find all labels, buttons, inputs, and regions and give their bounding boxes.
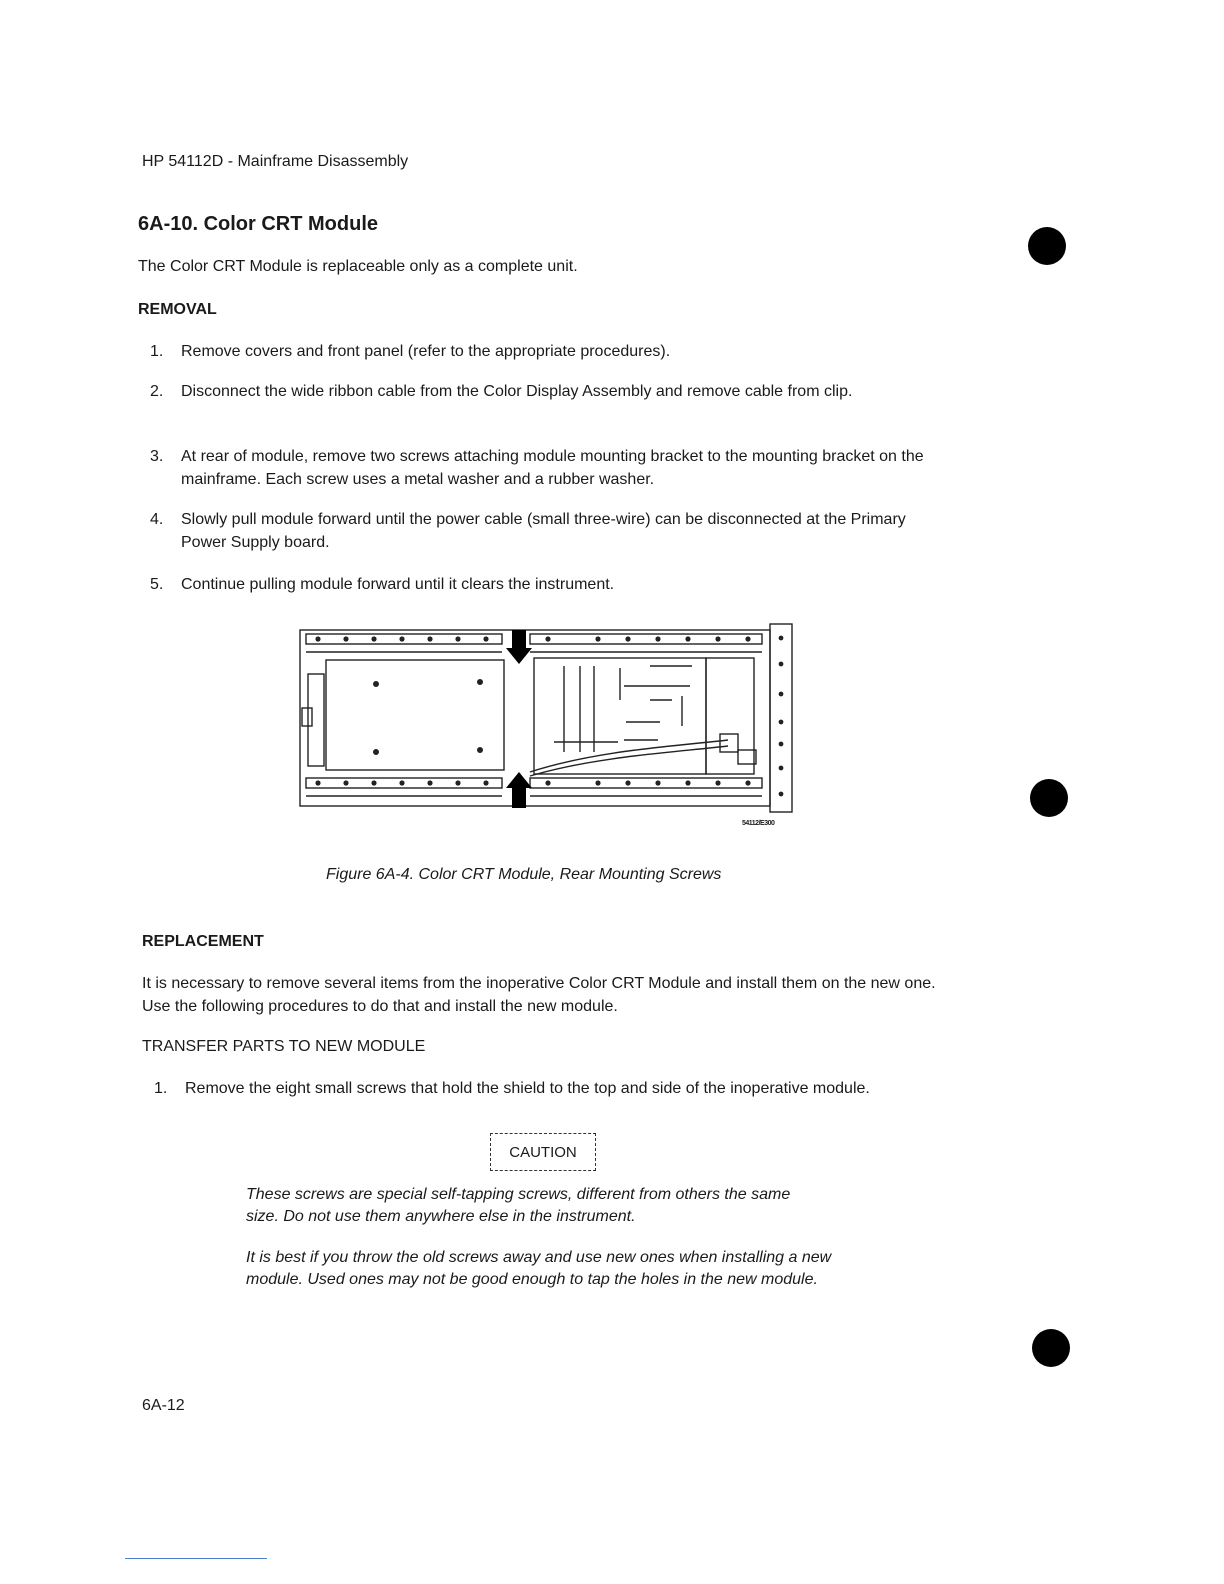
binding-hole-icon <box>1032 1329 1070 1367</box>
step-text: Remove covers and front panel (refer to the appropriate procedures). <box>181 343 671 360</box>
step-text: Disconnect the wide ribbon cable from the Color Display Assembly and remove cable from clip. <box>181 383 853 400</box>
caution-paragraph: These screws are special self-tapping screws, different from others the same size. Do not use them anywhere else in the instrument. <box>246 1186 791 1225</box>
caution-paragraph: It is best if you throw the old screws away and use new ones when installing a new module. Used ones may not be good enough to tap the holes in the new module. <box>246 1249 832 1288</box>
step-number: 5. <box>150 576 164 593</box>
removal-step <box>150 340 940 364</box>
step-text: Remove the eight small screws that hold the shield to the top and side of the inoperative module. <box>185 1080 870 1097</box>
replacement-paragraph: It is necessary to remove several items from the inoperative Color CRT Module and install them on the new one. Use the following procedures to do that and install the new module. <box>142 975 936 1015</box>
section-title: 6A-10. Color CRT Module <box>138 213 379 235</box>
removal-heading: REMOVAL <box>138 301 217 318</box>
replacement-heading: REPLACEMENT <box>142 933 264 950</box>
transfer-subheading: TRANSFER PARTS TO NEW MODULE <box>142 1038 426 1055</box>
step-number: 2. <box>150 383 164 400</box>
bottom-rule <box>125 1558 267 1559</box>
running-head: HP 54112D - Mainframe Disassembly <box>142 153 409 170</box>
arrow-down-icon <box>506 630 532 664</box>
step-text: Slowly pull module forward until the power cable (small three-wire) can be disconnected at the Primary Power Supply board. <box>181 511 906 551</box>
page-number: 6A-12 <box>142 1397 185 1414</box>
binding-hole-icon <box>1030 779 1068 817</box>
removal-step <box>150 445 940 493</box>
step-number: 1. <box>150 343 164 360</box>
arrow-up-icon <box>506 772 532 808</box>
figure-crt-module-drawing <box>298 622 796 816</box>
caution-label: CAUTION <box>490 1133 596 1171</box>
section-intro: The Color CRT Module is replaceable only as a complete unit. <box>138 258 578 275</box>
binding-hole-icon <box>1028 227 1066 265</box>
figure-caption: Figure 6A-4. Color CRT Module, Rear Mounting Screws <box>326 866 722 883</box>
crt-module-illustration <box>298 622 796 816</box>
removal-step <box>150 380 940 428</box>
figure-code: 54112/E300 <box>742 820 775 827</box>
step-number: 3. <box>150 448 164 465</box>
step-number: 1. <box>154 1080 168 1097</box>
removal-step <box>150 508 940 556</box>
transfer-step <box>154 1077 934 1125</box>
step-number: 4. <box>150 511 164 528</box>
step-text: At rear of module, remove two screws attaching module mounting bracket to the mounting bracket on the mainframe. Each screw uses a metal washer and a rubber washer. <box>181 448 924 488</box>
step-text: Continue pulling module forward until it clears the instrument. <box>181 576 615 593</box>
removal-step <box>150 573 940 597</box>
